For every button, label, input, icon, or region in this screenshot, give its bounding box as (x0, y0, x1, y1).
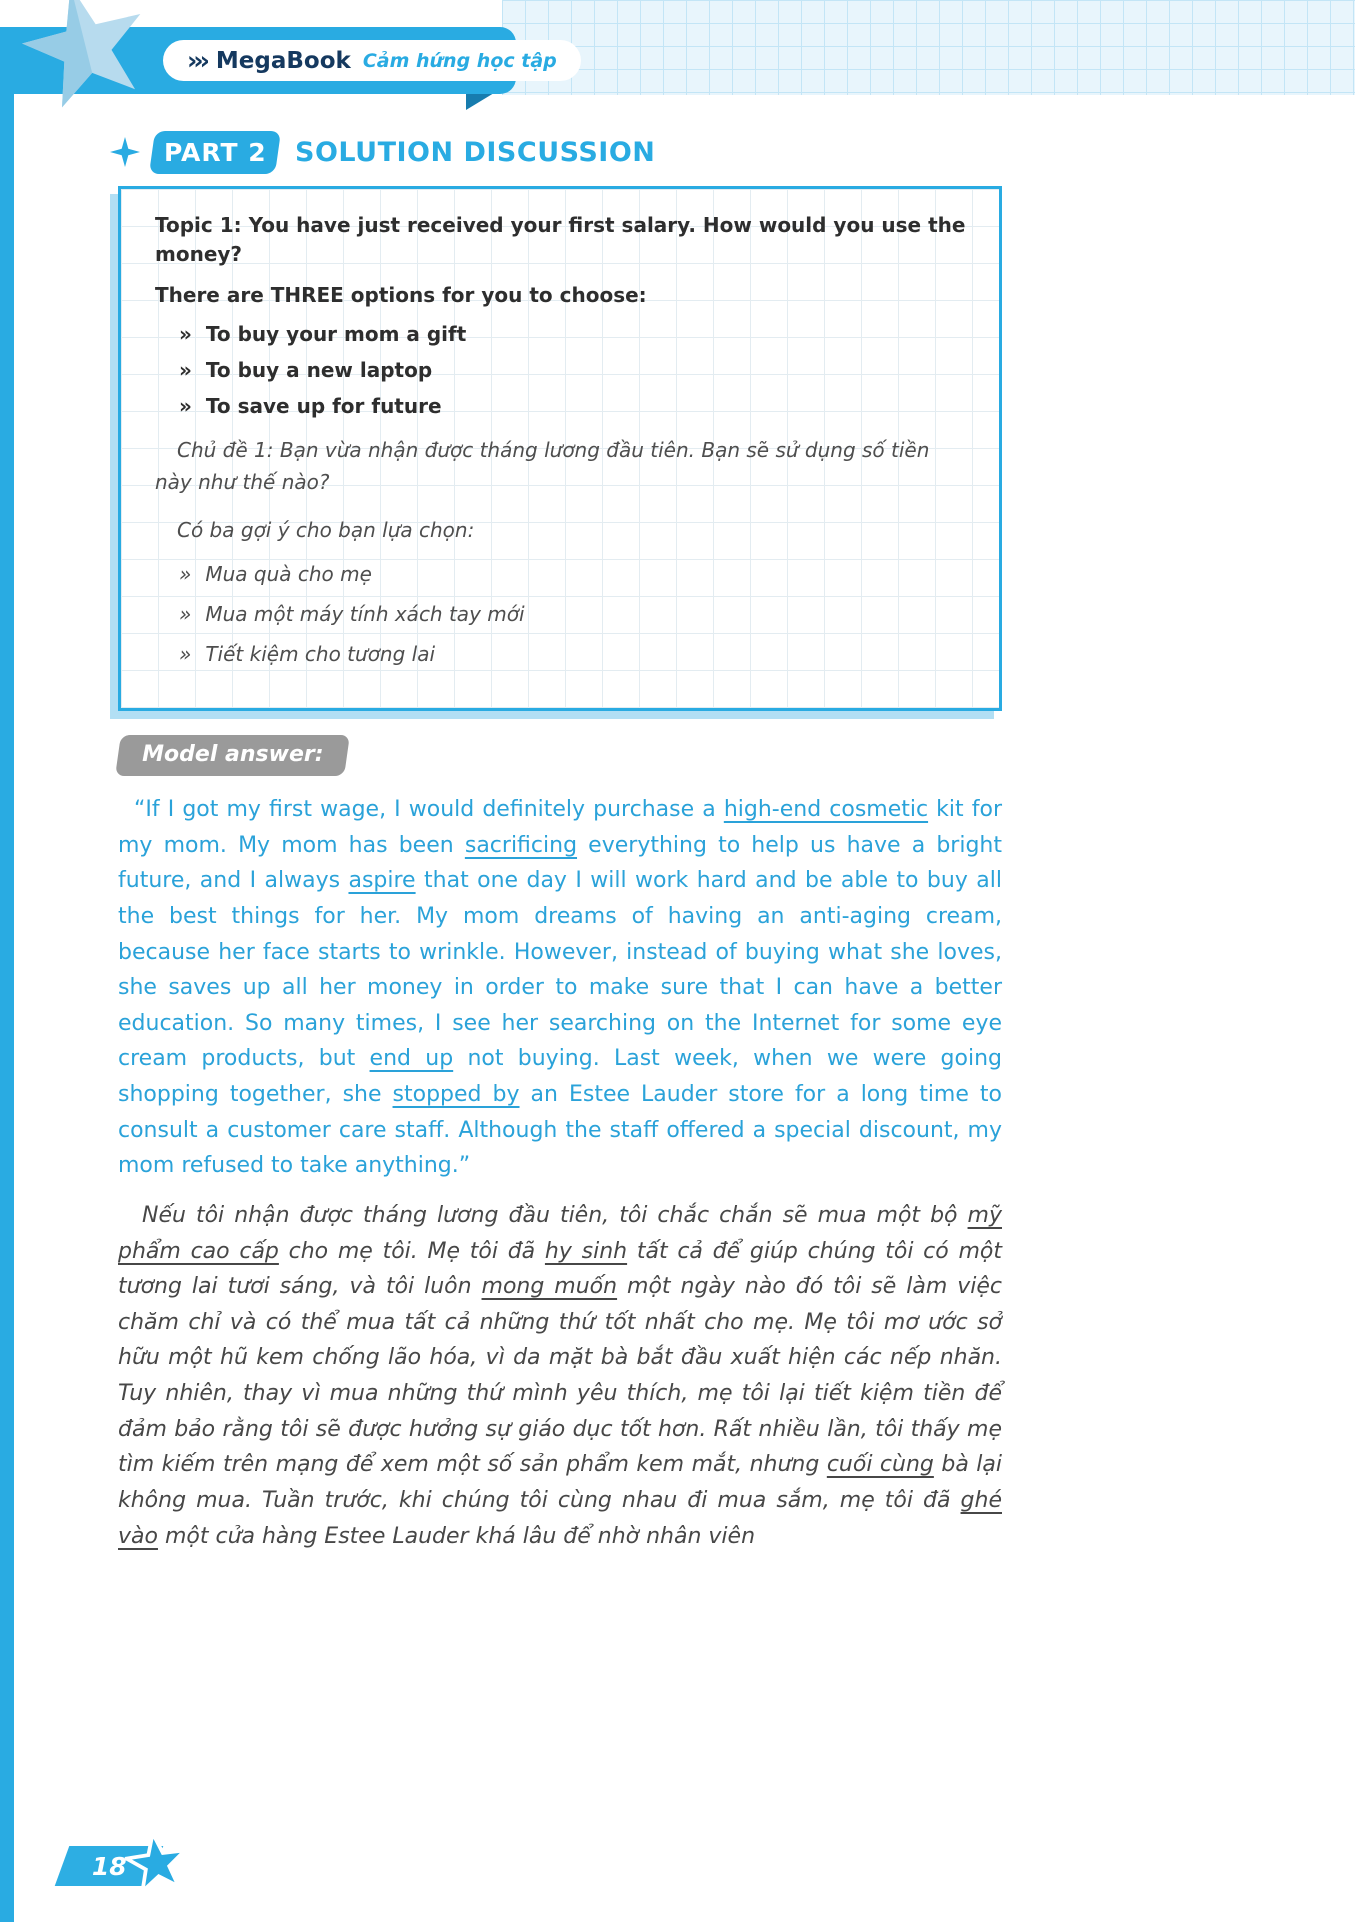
text-run: cho mẹ tôi. Mẹ tôi đã (278, 1238, 545, 1264)
page-number: 18 (91, 1851, 127, 1881)
model-answer-badge (115, 735, 350, 776)
text-run: tất cả để giúp chúng tôi có một tương lai tươi sáng, và tôi luôn (118, 1238, 1002, 1300)
section-title: SOLUTION DISCUSSION (295, 137, 656, 168)
option-label: To buy your mom a gift (205, 322, 467, 346)
text-run: everything to help us have a bright future, and I always (118, 832, 1002, 894)
part-badge-label: PART 2 (163, 138, 267, 167)
option-label: To save up for future (205, 394, 442, 418)
model-answer-english (118, 792, 1002, 1184)
options-vietnamese (155, 562, 967, 666)
option-item (179, 602, 967, 626)
model-answer-label: Model answer: (142, 742, 324, 767)
underlined-phrase: mỹ phẩm cao cấp (118, 1202, 1002, 1264)
underlined-phrase: hy sinh (544, 1238, 628, 1264)
topic-subtitle: There are THREE options for you to choose: (155, 283, 647, 307)
options-english (155, 322, 967, 418)
underlined-phrase: ghé vào (118, 1487, 1002, 1549)
topic-intro-vietnamese: Chủ đề 1: Bạn vừa nhận được tháng lương đầu tiên. Bạn sẽ sử dụng số tiền này như thế nào? (155, 438, 930, 494)
underlined-phrase: cuối cùng (826, 1452, 934, 1478)
text-run: Nếu tôi nhận được tháng lương đầu tiên, tôi chắc chắn sẽ mua một bộ (142, 1202, 968, 1228)
underlined-phrase: stopped by (392, 1082, 520, 1107)
text-run: an Estee Lauder store for a long time to consult a customer care staff. Although the staff offered a special discount, my mom refused to take anything.” (118, 1082, 1002, 1179)
model-answer-vietnamese (118, 1198, 1002, 1554)
underlined-phrase: mong muốn (481, 1274, 618, 1300)
text-run: that one day I will work hard and be able to buy all the best things for her. My mom dreams of having an anti-aging cream, because her face starts to wrinkle. However, instead of buying what she loves, she saves up all her money in order to make sure that I can have a better education. So many times, I see her searching on the Internet for some eye cream products, but (118, 868, 1002, 1072)
option-label: Tiết kiệm cho tương lai (205, 642, 436, 666)
header-ribbon-fold (466, 93, 494, 110)
option-label: Mua một máy tính xách tay mới (205, 602, 525, 626)
logo-tagline: Cảm hứng học tập (362, 49, 557, 72)
underlined-phrase: high-end cosmetic (723, 797, 929, 822)
underlined-phrase: end up (369, 1046, 454, 1072)
topic-subtitle-vietnamese: Có ba gợi ý cho bạn lựa chọn: (177, 518, 475, 542)
bullet-icon: » (179, 358, 192, 382)
part-badge (149, 131, 281, 174)
origami-star-icon (8, 0, 163, 126)
content-column (118, 186, 1002, 1554)
topic-box (118, 186, 1002, 711)
header-grid-pattern (502, 0, 1355, 95)
option-item (179, 642, 967, 666)
text-run: kit for my mom. My mom has been (118, 797, 1003, 858)
text-run: một cửa hàng Estee Lauder khá lâu để nhờ nhân viên (157, 1523, 756, 1549)
sparkle-star-icon (110, 137, 140, 167)
logo (163, 40, 581, 81)
bullet-icon: » (179, 394, 192, 418)
logo-brand: MegaBook (215, 47, 351, 74)
left-edge-stripe (0, 30, 14, 1922)
bullet-icon: » (179, 322, 192, 346)
text-run: một ngày nào đó tôi sẽ làm việc chăm chỉ và có thể mua tất cả những thứ tốt nhất cho mẹ. Mẹ tôi mơ ước sở hữu một hũ kem chống lão hóa, vì da mặt bà bắt đầu xuất hiện các nếp nhăn. Tuy nhiên, thay vì mua những thứ mình yêu thích, mẹ tôi lại tiết kiệm tiền để đảm bảo rằng tôi sẽ được hưởng sự giáo dục tốt hơn. Rất nhiều lần, tôi thấy mẹ tìm kiếm trên mạng để xem một số sản phẩm kem mắt, nhưng (118, 1274, 1002, 1478)
footer-star-icon (122, 1829, 192, 1899)
bullet-icon: » (179, 602, 192, 626)
option-label: To buy a new laptop (205, 358, 433, 382)
option-label: Mua quà cho mẹ (205, 562, 372, 586)
underlined-phrase: aspire (348, 868, 416, 894)
option-item (179, 394, 967, 418)
option-item (179, 358, 967, 382)
option-item (179, 562, 967, 586)
bullet-icon: » (179, 642, 192, 666)
text-run: “If I got my first wage, I would definitely purchase a (134, 797, 724, 822)
text-run: not buying. Last week, when we were going shopping together, she (118, 1046, 1002, 1107)
logo-chevrons-icon: ››› (187, 46, 206, 75)
text-run: bà lại không mua. Tuần trước, khi chúng tôi cùng nhau đi mua sắm, mẹ tôi đã (118, 1452, 1002, 1513)
underlined-phrase: sacrificing (464, 832, 578, 858)
option-item (179, 322, 967, 346)
bullet-icon: » (179, 562, 192, 586)
topic-title: Topic 1: You have just received your first salary. How would you use the money? (155, 213, 966, 266)
